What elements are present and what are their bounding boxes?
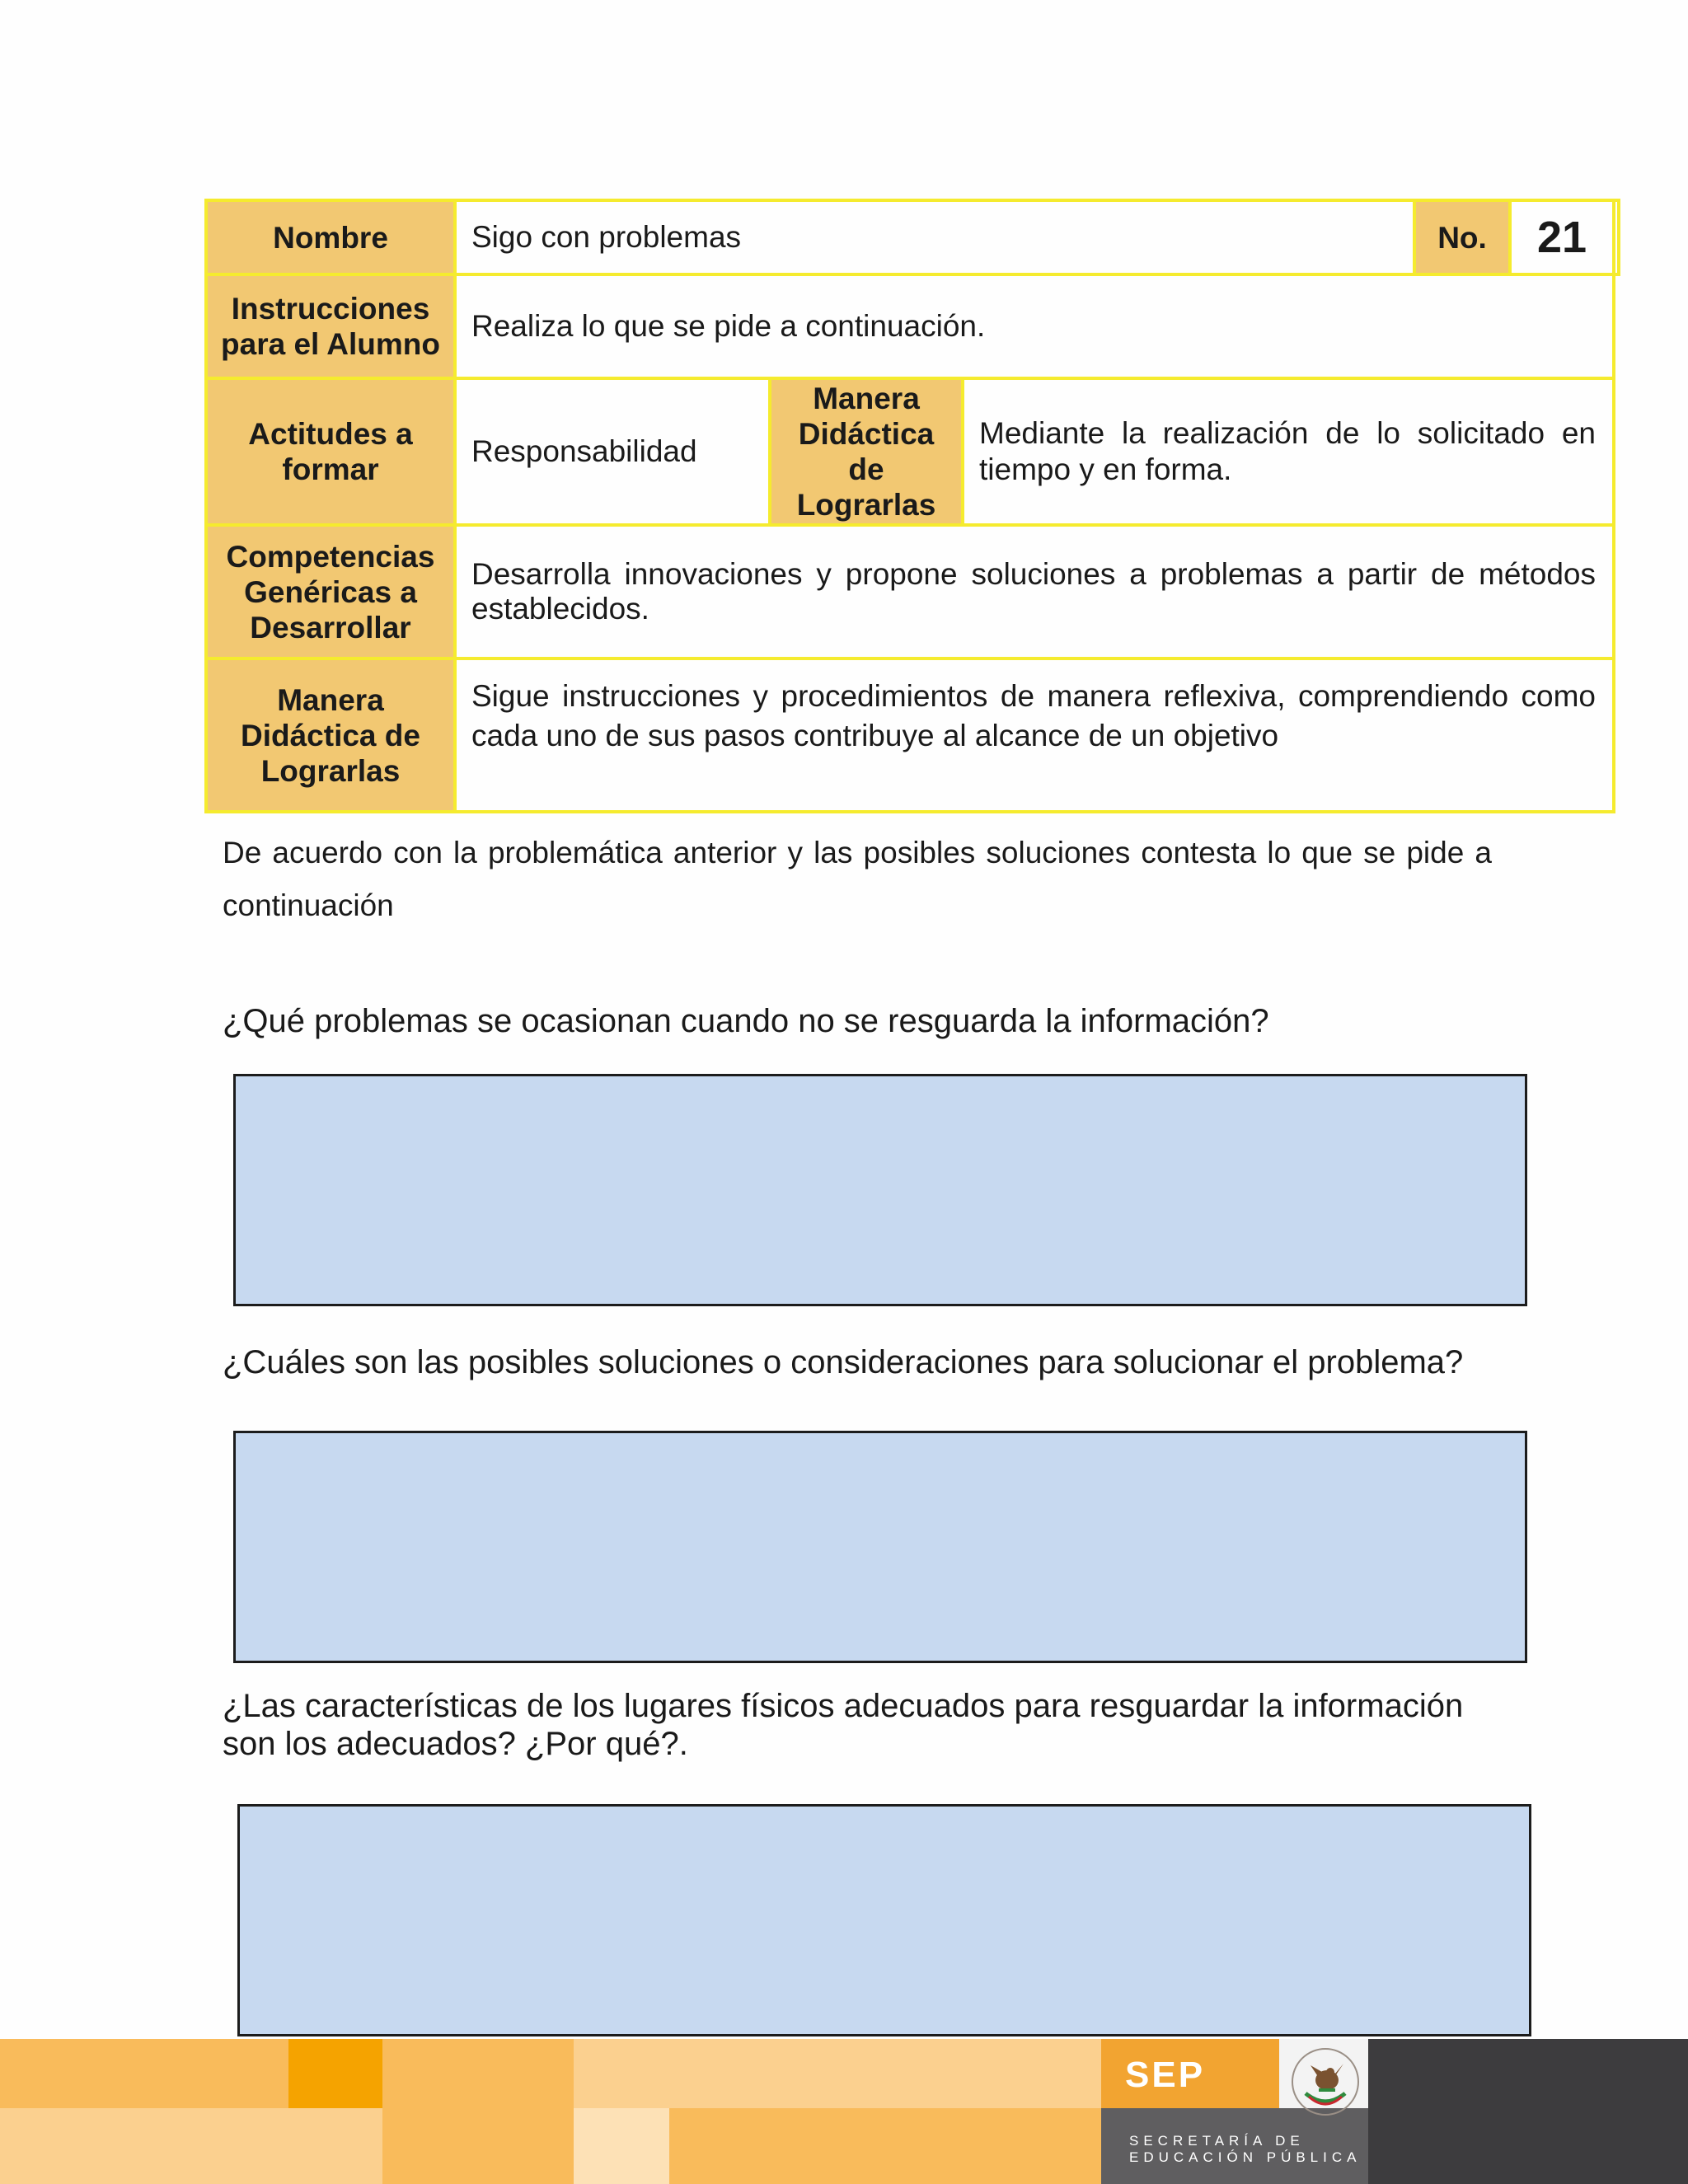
sep-logo: SEP xyxy=(1125,2055,1206,2095)
intro-text: De acuerdo con la problemática anterior y las posibles soluciones contesta lo que se pide a continuación xyxy=(223,836,1492,922)
manera-didactica-value: Sigue instrucciones y procedimientos de manera reflexiva, comprendiendo como cada uno de sus pasos contribuye al alcance de un objetivo xyxy=(453,657,1615,813)
question-1: ¿Qué problemas se ocasionan cuando no se resguarda la información? xyxy=(223,1003,1269,1039)
question-2: ¿Cuáles son las posibles soluciones o consideraciones para solucionar el problema? xyxy=(223,1344,1464,1380)
answer-box-1[interactable] xyxy=(233,1074,1527,1306)
instrucciones-label: Instrucciones para el Alumno xyxy=(204,273,457,380)
manera-didactica-mid-label: Manera Didáctica de Lograrlas xyxy=(768,377,964,527)
competencias-value: Desarrolla innovaciones y propone soluciones a problemas a partir de métodos establecidos. xyxy=(453,523,1615,660)
competencias-label: Competencias Genéricas a Desarrollar xyxy=(204,523,457,660)
org-name-line-1: SECRETARÍA DE xyxy=(1129,2133,1305,2149)
question-3: ¿Las características de los lugares físicos adecuados para resguardar la información son los adecuados? ¿Por qué?. xyxy=(223,1688,1464,1762)
no-label: No. xyxy=(1413,199,1512,276)
answer-box-2[interactable] xyxy=(233,1431,1527,1663)
activity-table xyxy=(204,199,1615,813)
answer-box-3[interactable] xyxy=(237,1804,1531,2036)
activity-number: 21 xyxy=(1508,199,1615,276)
instrucciones-value: Realiza lo que se pide a continuación. xyxy=(453,273,1615,380)
coat-of-arms-seal xyxy=(1286,2042,1365,2121)
nombre-value: Sigo con problemas xyxy=(453,199,1620,276)
nombre-label: Nombre xyxy=(204,199,457,276)
actitudes-value: Responsabilidad xyxy=(453,377,771,527)
org-name-line-2: EDUCACIÓN PÚBLICA xyxy=(1129,2149,1362,2165)
manera-didactica-mid-value: Mediante la realización de lo solicitado en tiempo y en forma. xyxy=(961,377,1615,527)
actitudes-label: Actitudes a formar xyxy=(204,377,457,527)
manera-didactica-label: Manera Didáctica de Lograrlas xyxy=(204,657,457,813)
